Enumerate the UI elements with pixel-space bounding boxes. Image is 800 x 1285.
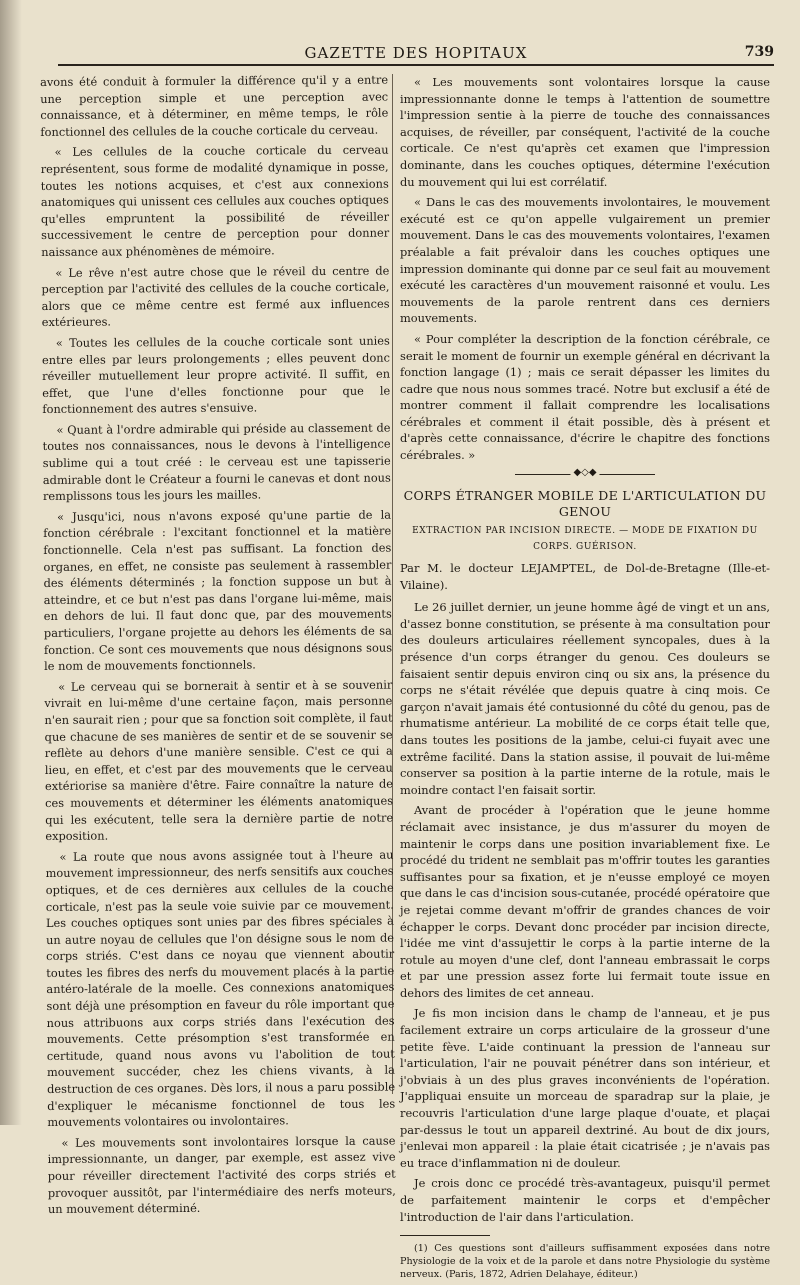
article-subtitle: EXTRACTION PAR INCISION DIRECTE. — MODE DE FIXATION DU CORPS. GUÉRISON.: [412, 525, 758, 553]
paragraph: Je fis mon incision dans le champ de l'anneau, et je pus facilement extraire un corps articulaire de la grosseur d'une petite fève. L'aide continuant la pression de l'anneau sur l'articulation, l'air ne pouvait pénétrer dans son intérieur, et j'obviais à un des plus graves inconvénients de l'opération. J'appliquai ensuite un morceau de sparadrap sur la plaie, je recouvris l'articulation d'une large plaque d'ouate, et plaçai par-dessus le tout un appareil dextriné. Au bout de dix jours, j'enlevai mon appareil : la plaie était cicatrisée ; je n'avais pas eu trace d'inflammation ni de douleur.: [400, 1006, 770, 1170]
paragraph: « Les mouvements sont involontaires lorsque la cause impressionnante, un danger, par exemple, est assez vive pour réveiller directement l'activité des corps striés et provoquer aussitôt, par l'intermédiaire des nerfs moteurs, un mouvement déterminé.: [47, 1133, 396, 1217]
paragraph: « La route que nous avons assignée tout à l'heure au mouvement impressionneur, des nerfs sensitifs aux couches optiques, et de ces dernières aux cellules de la couche corticale, n'est pas la seule voie suivie par ce mouvement. Les couches optiques sont unies par des fibres spéciales à un autre noyau de cellules que l'on désigne sous le nom de corps striés. C'est dans ce noyau que viennent aboutir toutes les fibres des nerfs du mouvement placés à la partie antéro-latérale de la moelle. Ces connexions anatomiques sont déjà une présomption en faveur du rôle important que nous attribuons aux corps striés dans l'exécution des mouvements. Cette présomption s'est transformée en certitude, quand nous avons vu l'abolition de tout mouvement succéder, chez les chiens vivants, à la destruction de ces organes. Dès lors, il nous a paru possible d'expliquer le mécanisme fonctionnel de tous les mouvements volontaires ou involontaires.: [45, 847, 396, 1130]
section-separator: [515, 466, 655, 480]
paragraph: « Le cerveau qui se bornerait à sentir et à se souvenir vivrait en lui-même d'une certaine façon, mais personne n'en saurait rien ; pour que sa fonction soit complète, il faut que chacune de ses manières de sentir et de se souvenir se reflète au dehors d'une manière sensible. C'est ce qui a lieu, en effet, et c'est par des mouvements que le cerveau extériorise sa manière d'être. Faire connaître la nature de ces mouvements et déterminer les éléments anatomiques qui les exécutent, telle sera la dernière partie de notre exposition.: [44, 677, 394, 844]
page-number: 739: [744, 44, 774, 60]
page-edge-shadow: [0, 0, 22, 1125]
paragraph: « Quant à l'ordre admirable qui préside au classement de toutes nos connaissances, nous le devons à l'intelligence sublime qui a tout créé : le cerveau est une tapisserie admirable dont le Créateur a fourni le canevas et dont nous remplissons tous les jours les mailles.: [42, 420, 391, 504]
paragraph: « Pour compléter la description de la fonction cérébrale, ce serait le moment de fournir un exemple général en décrivant la fonction langage (1) ; mais ce serait dépasser les limites du cadre que nous nous sommes tracé. Notre but exclusif a été de montrer comment il fallait comprendre les localisations cérébrales et comment il était possible, dès à présent et d'après cette connaissance, d'écrire le chapitre des fonctions cérébrales. »: [400, 331, 770, 463]
paragraph: « Jusqu'ici, nous n'avons exposé qu'une partie de la fonction cérébrale : l'excitant fonctionnel et la matière fonctionnelle. Cela n'est pas suffisant. La fonction des organes, en effet, ne consiste pas seulement à rassembler des éléments déterminés ; la fonction suppose un but à atteindre, et ce but n'est pas dans l'organe lui-même, mais en dehors de lui. Il faut donc que, par des mouvements particuliers, l'organe projette au dehors les éléments de sa fonction. Ce sont ces mouvements que nous désignons sous le nom de mouvements fonctionnels.: [43, 507, 393, 674]
left-column: [40, 72, 396, 1222]
article-byline: Par M. le docteur LEJAMPTEL, de Dol-de-Bretagne (Ille-et-Vilaine).: [400, 561, 770, 592]
paragraph: Le 26 juillet dernier, un jeune homme âgé de vingt et un ans, d'assez bonne constitution, se présente à ma consultation pour des douleurs articulaires réellement syncopales, dues à la présence d'un corps étranger du genou. Ces douleurs se faisaient sentir depuis environ cinq ou six ans, la présence du corps ne s'était révélée que depuis quatre à cinq mois. Ce garçon n'avait jamais été contusionné du côté du genou, pas de rhumatisme antérieur. La mobilité de ce corps était telle que, dans toutes les positions de la jambe, celui-ci fuyait avec une extrême facilité. Dans la station assise, il pouvait de lui-même conserver sa position à la partie interne de la rotule, mais le moindre contact l'en faisait sortir.: [400, 600, 770, 797]
paragraph: « Les mouvements sont volontaires lorsque la cause impressionnante donne le temps à l'attention de soumettre l'impression sentie à la pierre de touche des connaissances acquises, de réveiller, par conséquent, l'activité de la couche corticale. Ce n'est qu'après cet examen que l'impression dominante, dans les couches optiques, détermine l'exécution du mouvement qui lui est corrélatif.: [400, 75, 770, 189]
paragraph: Avant de procéder à l'opération que le jeune homme réclamait avec insistance, je dus m'assurer du moyen de maintenir le corps dans une position invariablement fixe. Le procédé du trident ne semblait pas m'offrir toutes les garanties suffisantes pour sa fixation, et je n'eusse employé ce moyen que dans le cas d'incision sous-cutanée, procédé opératoire que je rejetai comme devant m'offrir de grandes chances de voir échapper le corps. Devant donc procéder par incision directe, l'idée me vint d'assujettir le corps à la partie interne de la rotule au moyen d'une clef, dont l'anneau embrassait le corps et par une pression assez forte lui fermait toute issue en dehors des limites de cet anneau.: [400, 803, 770, 1000]
page-header: [58, 38, 774, 66]
paragraph: Je crois donc ce procédé très-avantageux, puisqu'il permet de parfaitement maintenir le corps et d'empêcher l'introduction de l'air dans l'articulation.: [400, 1176, 770, 1224]
article-title: CORPS ÉTRANGER MOBILE DE L'ARTICULATION DU GENOU: [403, 487, 767, 520]
paragraph: avons été conduit à formuler la différence qu'il y a entre une perception simple et une perception avec connaissance, et à déterminer, en même temps, le rôle fonctionnel des cellules de la couche corticale du cerveau.: [40, 72, 389, 139]
footnote-rule: [400, 1235, 490, 1236]
paragraph: « Le rêve n'est autre chose que le réveil du centre de perception par l'activité des cellules de la couche corticale, alors que ce même centre est fermé aux influences extérieures.: [41, 263, 390, 330]
ornament-icon: ◆◇◆: [570, 467, 599, 479]
footnote: (1) Ces questions sont d'ailleurs suffisamment exposées dans notre Physiologie de la voix et de la parole et dans notre Physiologie du système nerveux. (Paris, 1872, Adrien Delahaye, éditeur.): [400, 1243, 770, 1281]
paragraph: « Les cellules de la couche corticale du cerveau représentent, sous forme de modalité dynamique in posse, toutes les notions acquises, et c'est aux connexions anatomiques qui unissent ces cellules aux couches optiques qu'elles empruntent la possibilité de réveiller successivement le centre de perception pour donner naissance aux phénomènes de mémoire.: [40, 142, 390, 259]
paragraph: « Dans le cas des mouvements involontaires, le mouvement exécuté est ce qu'on appelle vulgairement un premier mouvement. Dans le cas des mouvements volontaires, l'examen préalable a fait prévaloir dans les couches optiques une impression dominante qui donne par ce seul fait au mouvement exécuté les caractères d'un mouvement raisonné et voulu. Les mouvements de la parole rentrent dans ces derniers mouvements.: [400, 195, 770, 326]
right-column: [400, 74, 770, 1285]
running-title: GAZETTE DES HOPITAUX: [304, 44, 528, 62]
paragraph: « Toutes les cellules de la couche corticale sont unies entre elles par leurs prolongements ; elles peuvent donc réveiller mutuellement leur propre activité. Il suffit, en effet, que l'une d'elles fonctionne pour que le fonctionnement des autres s'ensuive.: [41, 333, 391, 417]
